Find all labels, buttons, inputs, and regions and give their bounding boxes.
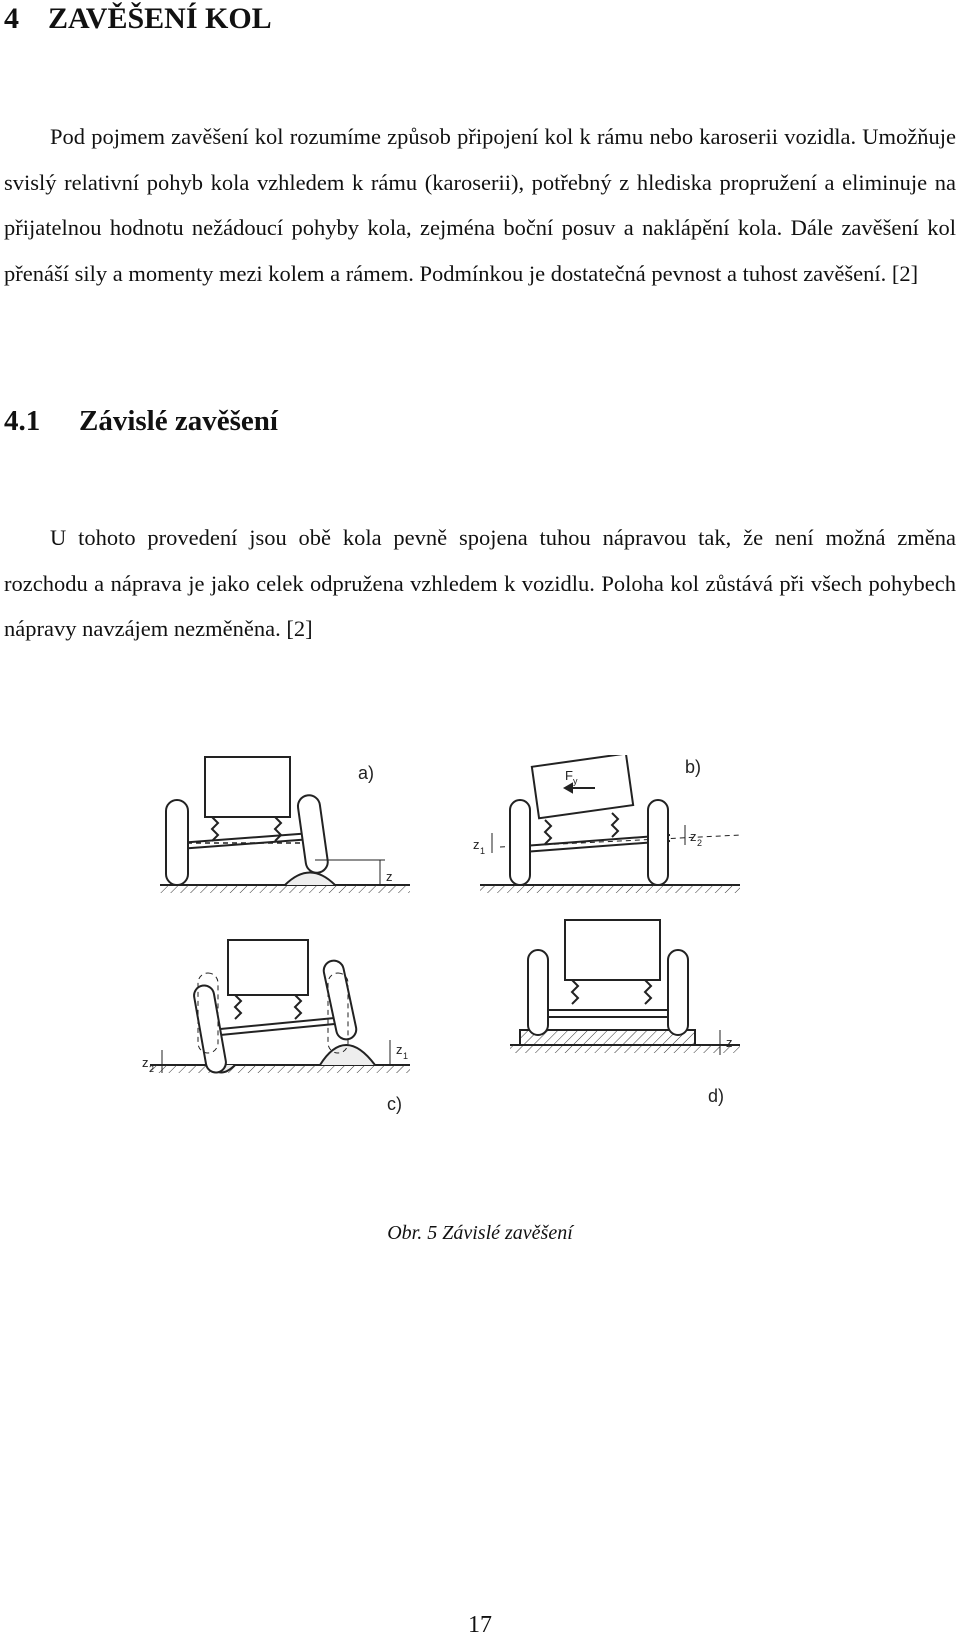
subsection-number: 4.1 <box>4 405 41 437</box>
page-number: 17 <box>468 1612 492 1638</box>
section-title: ZAVĚŠENÍ KOL <box>48 2 272 35</box>
subsection-heading <box>4 405 278 438</box>
symbol-z-a: z <box>386 869 393 884</box>
suspension-figure <box>140 755 780 1175</box>
symbol-z1-b: z <box>473 837 480 852</box>
panel-label-b: b) <box>685 757 702 777</box>
panel-label-a: a) <box>358 763 375 783</box>
intro-paragraph: Pod pojmem zavěšení kol rozumíme způsob připojení kol k rámu nebo karoserii vozidla. Umožňuje svislý relativní pohyb kola vzhledem k rámu (karoserii), potřebný z hlediska propružení a eliminuje na přijatelnou hodnotu nežádoucí pohyby kola, zejména boční posuv a naklápění kola. Dále zavěšení kol přenáší sily a momenty mezi kolem a rámem. Podmínkou je dostatečná pevnost a tuhost zavěšení. [2] <box>4 124 956 286</box>
symbol-z1-c-sub: 1 <box>403 1051 409 1061</box>
symbol-fy-sub: y <box>573 776 578 786</box>
suspension-diagram <box>140 755 780 1175</box>
symbol-z1-b-sub: 1 <box>480 846 486 856</box>
panel-label-c: c) <box>387 1094 402 1114</box>
subsection-title: Závislé zavěšení <box>79 405 278 437</box>
symbol-z-d: z <box>726 1035 733 1050</box>
symbol-z2-b-sub: 2 <box>697 838 703 848</box>
figure-caption: Obr. 5 Závislé zavěšení <box>387 1222 573 1244</box>
symbol-z2-b: z <box>690 829 697 844</box>
symbol-fy: F <box>565 768 573 783</box>
symbol-z2-c-sub: 2 <box>149 1064 155 1074</box>
symbol-z2-c: z <box>142 1055 149 1070</box>
subsection-paragraph: U tohoto provedení jsou obě kola pevně spojena tuhou nápravou tak, že není možná změna rozchodu a náprava je jako celek odpružena vzhledem k vozidlu. Poloha kol zůstává při všech pohybech nápravy navzájem nezměněna. [2] <box>4 525 956 641</box>
symbol-z1-c: z <box>396 1042 403 1057</box>
panel-d-drawing <box>510 920 740 1055</box>
panel-label-d: d) <box>708 1086 725 1106</box>
section-number: 4 <box>4 2 19 35</box>
section-heading <box>4 2 272 36</box>
panel-c-drawing <box>150 940 410 1074</box>
